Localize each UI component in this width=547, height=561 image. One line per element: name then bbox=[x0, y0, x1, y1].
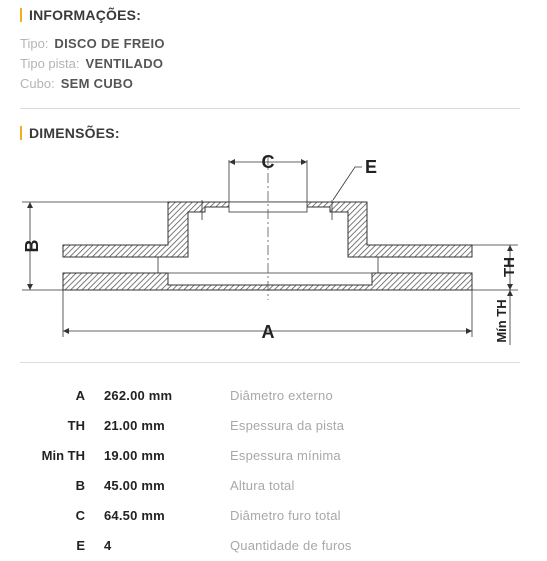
info-section-title bbox=[20, 7, 141, 23]
dimension-e-label: E bbox=[365, 157, 378, 177]
dimension-row-b bbox=[0, 478, 547, 498]
dimension-c-label: C bbox=[261, 152, 275, 172]
info-label: Tipo pista: bbox=[20, 56, 80, 71]
dimension-row-c bbox=[0, 508, 547, 528]
brake-disc-technical-drawing bbox=[0, 145, 547, 355]
dimensions-section-title bbox=[20, 125, 120, 141]
dimension-value: 21.00 mm bbox=[104, 418, 165, 433]
section-divider bbox=[20, 362, 520, 363]
dimension-description: Espessura da pista bbox=[230, 418, 345, 433]
dimension-description: Quantidade de furos bbox=[230, 538, 352, 553]
info-row-type bbox=[20, 36, 165, 51]
dimension-row-a bbox=[0, 388, 547, 408]
dimension-min-th-label: Mín TH bbox=[494, 299, 509, 343]
dimension-value: 262.00 mm bbox=[104, 388, 173, 403]
dimension-description: Altura total bbox=[230, 478, 295, 493]
dimension-description: Espessura mínima bbox=[230, 448, 341, 463]
dimension-description: Diâmetro externo bbox=[230, 388, 333, 403]
dimension-code: A bbox=[75, 388, 85, 403]
dimension-b-label: B bbox=[22, 239, 42, 253]
dimension-code: Min TH bbox=[41, 448, 85, 463]
info-title: INFORMAÇÕES: bbox=[29, 7, 142, 23]
info-row-track-type bbox=[20, 56, 163, 71]
arrowhead bbox=[301, 159, 307, 165]
dimension-a-label: A bbox=[261, 322, 275, 342]
dimension-value: 45.00 mm bbox=[104, 478, 165, 493]
dimension-value: 64.50 mm bbox=[104, 508, 165, 523]
arrowhead bbox=[229, 159, 235, 165]
dimension-row-min-th bbox=[0, 448, 547, 468]
dimension-e-leader bbox=[333, 167, 362, 200]
info-label: Cubo: bbox=[20, 76, 55, 91]
info-value: VENTILADO bbox=[85, 56, 164, 71]
info-value: DISCO DE FREIO bbox=[54, 36, 165, 51]
dimension-row-e bbox=[0, 538, 547, 558]
accent-bar bbox=[20, 8, 22, 22]
dimension-row-th bbox=[0, 418, 547, 438]
arrowhead bbox=[27, 284, 33, 290]
dimensions-title: DIMENSÕES: bbox=[29, 125, 120, 141]
dimension-code: E bbox=[76, 538, 85, 553]
arrowhead bbox=[507, 284, 513, 290]
dimension-th-label: TH bbox=[501, 257, 518, 277]
dimension-value: 4 bbox=[104, 538, 112, 553]
arrowhead bbox=[63, 328, 69, 334]
accent-bar bbox=[20, 126, 22, 140]
disc-bottom-section bbox=[63, 273, 472, 290]
arrowhead bbox=[507, 245, 513, 251]
arrowhead bbox=[27, 202, 33, 208]
info-label: Tipo: bbox=[20, 36, 49, 51]
dimension-code: C bbox=[75, 508, 85, 523]
dimension-value: 19.00 mm bbox=[104, 448, 165, 463]
info-row-hub bbox=[20, 76, 133, 91]
section-divider bbox=[20, 108, 520, 109]
arrowhead bbox=[507, 290, 513, 296]
dimension-code: TH bbox=[67, 418, 85, 433]
dimension-description: Diâmetro furo total bbox=[230, 508, 341, 523]
dimension-code: B bbox=[75, 478, 85, 493]
info-value: SEM CUBO bbox=[60, 76, 134, 91]
arrowhead bbox=[466, 328, 472, 334]
